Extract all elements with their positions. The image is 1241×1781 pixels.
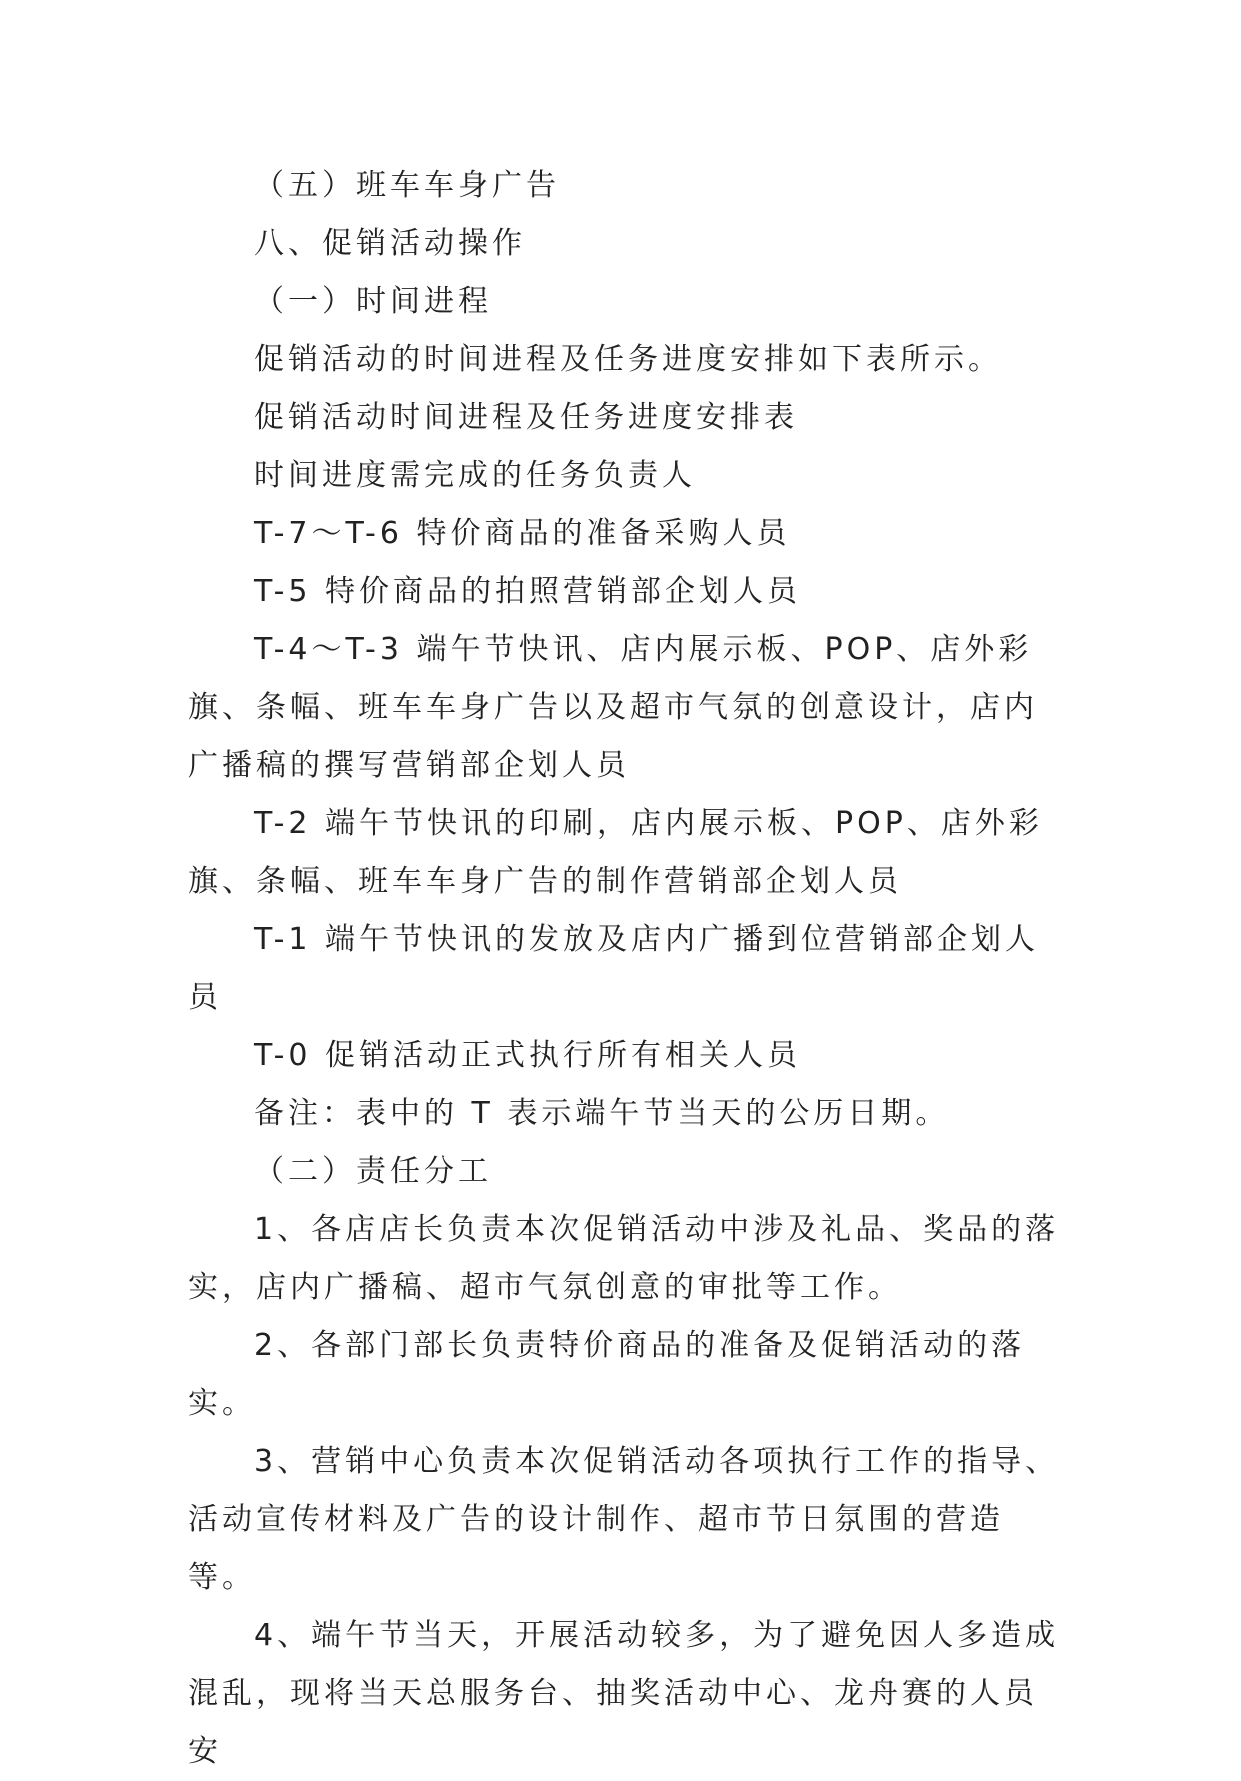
list-item: 1、各店店长负责本次促销活动中涉及礼品、奖品的落实，店内广播稿、超市气氛创意的审批等工作。: [188, 1212, 1060, 1305]
table-header-row: 时间进度需完成的任务负责人: [254, 458, 696, 493]
table-note: 备注：表中的 T 表示端午节当天的公历日期。: [254, 1096, 950, 1131]
table-row: T-2 端午节快讯的印刷，店内展示板、POP、店外彩旗、条幅、班车车身广告的制作营销部企划人员: [188, 806, 1043, 899]
table-row: T-5 特价商品的拍照营销部企划人员: [254, 574, 802, 609]
subheading-responsibilities: （二）责任分工: [254, 1154, 492, 1189]
subheading-bus-ads: （五）班车车身广告: [254, 168, 560, 203]
table-row: T-1 端午节快讯的发放及店内广播到位营销部企划人员: [188, 922, 1040, 1015]
list-item: 2、各部门部长负责特价商品的准备及促销活动的落实。: [188, 1328, 1026, 1421]
paragraph-timeline-intro: 促销活动的时间进程及任务进度安排如下表所示。: [254, 342, 1002, 377]
list-item: 4、端午节当天，开展活动较多，为了避免因人多造成混乱，现将当天总服务台、抽奖活动中心、龙舟赛的人员安: [188, 1618, 1060, 1769]
subheading-timeline: （一）时间进程: [254, 284, 492, 319]
table-title: 促销活动时间进程及任务进度安排表: [254, 400, 798, 435]
section-heading-promotion-operation: 八、促销活动操作: [254, 226, 526, 261]
table-row: T-7～T-6 特价商品的准备采购人员: [254, 516, 791, 551]
list-item: 3、营销中心负责本次促销活动各项执行工作的指导、活动宣传材料及广告的设计制作、超市节日氛围的营造等。: [188, 1444, 1060, 1595]
table-row: T-0 促销活动正式执行所有相关人员: [254, 1038, 802, 1073]
document-body: [188, 157, 1068, 1781]
table-row: T-4～T-3 端午节快讯、店内展示板、POP、店外彩旗、条幅、班车车身广告以及超市气氛的创意设计，店内广播稿的撰写营销部企划人员: [188, 632, 1038, 783]
